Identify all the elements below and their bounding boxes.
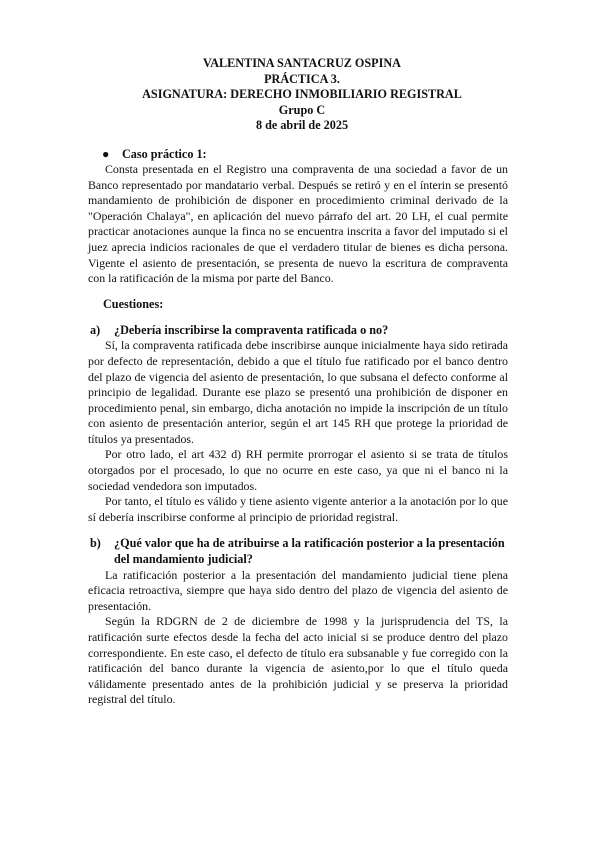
group-label: Grupo C bbox=[278, 102, 326, 117]
answer-b-paragraph-2: Según la RDGRN de 2 de diciembre de 1998 y la jurisprudencia del TS, la ratificación surte efectos desde la fecha del acto inicial si se produce dentro del plazo correspondiente. En este caso, el defecto de título era subsanable y fue corregido con la ratificación del banco durante la vigencia de asiento,por lo que el título queda válidamente presentado antes de la prohibición judicial y se preserva la prioridad registral del título. bbox=[88, 614, 508, 707]
question-a bbox=[88, 323, 508, 339]
answer-b-paragraph-1: La ratificación posterior a la presentación del mandamiento judicial tiene plena eficacia retroactiva, siempre que haya sido dentro del plazo de vigencia del asiento de presentación. bbox=[88, 567, 508, 613]
case-heading bbox=[88, 147, 508, 162]
author-name: VALENTINA SANTACRUZ OSPINA bbox=[203, 56, 401, 70]
question-b bbox=[88, 536, 508, 567]
bullet-icon: ● bbox=[102, 146, 110, 161]
question-marker: a) bbox=[90, 322, 101, 337]
practice-title: PRÁCTICA 3. bbox=[264, 71, 340, 86]
document-header bbox=[96, 56, 508, 134]
question-text: ¿Qué valor que ha de atribuirse a la ratificación posterior a la presentación del mandamiento judicial? bbox=[114, 536, 505, 567]
case-statement: Consta presentada en el Registro una compraventa de una sociedad a favor de un Banco representado por mandatario verbal. Después se retiró y en el ínterin se presentó mandamiento de prohibición de disponer en procedimiento criminal derivado de la "Operación Chalaya", en aplicación del nuevo párrafo del art. 20 LH, el cual permite practicar anotaciones aunque la finca no se encuentra inscrita a favor del imputado si el juez aprecia indicios racionales de que el verdadero titular de bienes es dicha persona. Vigente el asiento de presentación, se presenta de nuevo la escritura de compraventa con la ratificación de la misma por parte del Banco. bbox=[88, 161, 508, 286]
subject-title: ASIGNATURA: DERECHO INMOBILIARIO REGISTRAL bbox=[142, 87, 462, 102]
answer-a-paragraph-2: Por otro lado, el art 432 d) RH permite prorrogar el asiento si se trata de títulos otorgados por el procesado, lo que no ocurre en este caso, ya que ni el banco ni la sociedad vendedora son imputados. bbox=[88, 447, 508, 493]
document-date: 8 de abril de 2025 bbox=[255, 118, 349, 133]
answer-a-paragraph-3: Por tanto, el título es válido y tiene asiento vigente anterior a la anotación por lo que sí debería inscribirse conforme al principio de prioridad registral. bbox=[88, 494, 508, 524]
question-marker: b) bbox=[90, 536, 101, 551]
questions-heading: Cuestiones: bbox=[103, 296, 164, 311]
question-text: ¿Debería inscribirse la compraventa ratificada o no? bbox=[114, 322, 389, 337]
answer-a-paragraph-1: Sí, la compraventa ratificada debe inscribirse aunque inicialmente haya sido retirada por defecto de representación, debido a que el título fue ratificado por el banco dentro del plazo de vigencia del asiento de presentación, lo que subsana el defecto conforme al principio de legalidad. Durante ese plazo se presentó una prohibición de disponer en procedimiento penal, sin embargo, dicha anotación no impide la inscripción de un título con asiento de presentación anterior, según el art 145 RH que protege la prioridad de títulos ya presentados. bbox=[88, 338, 508, 446]
case-title: Caso práctico 1: bbox=[122, 146, 207, 161]
